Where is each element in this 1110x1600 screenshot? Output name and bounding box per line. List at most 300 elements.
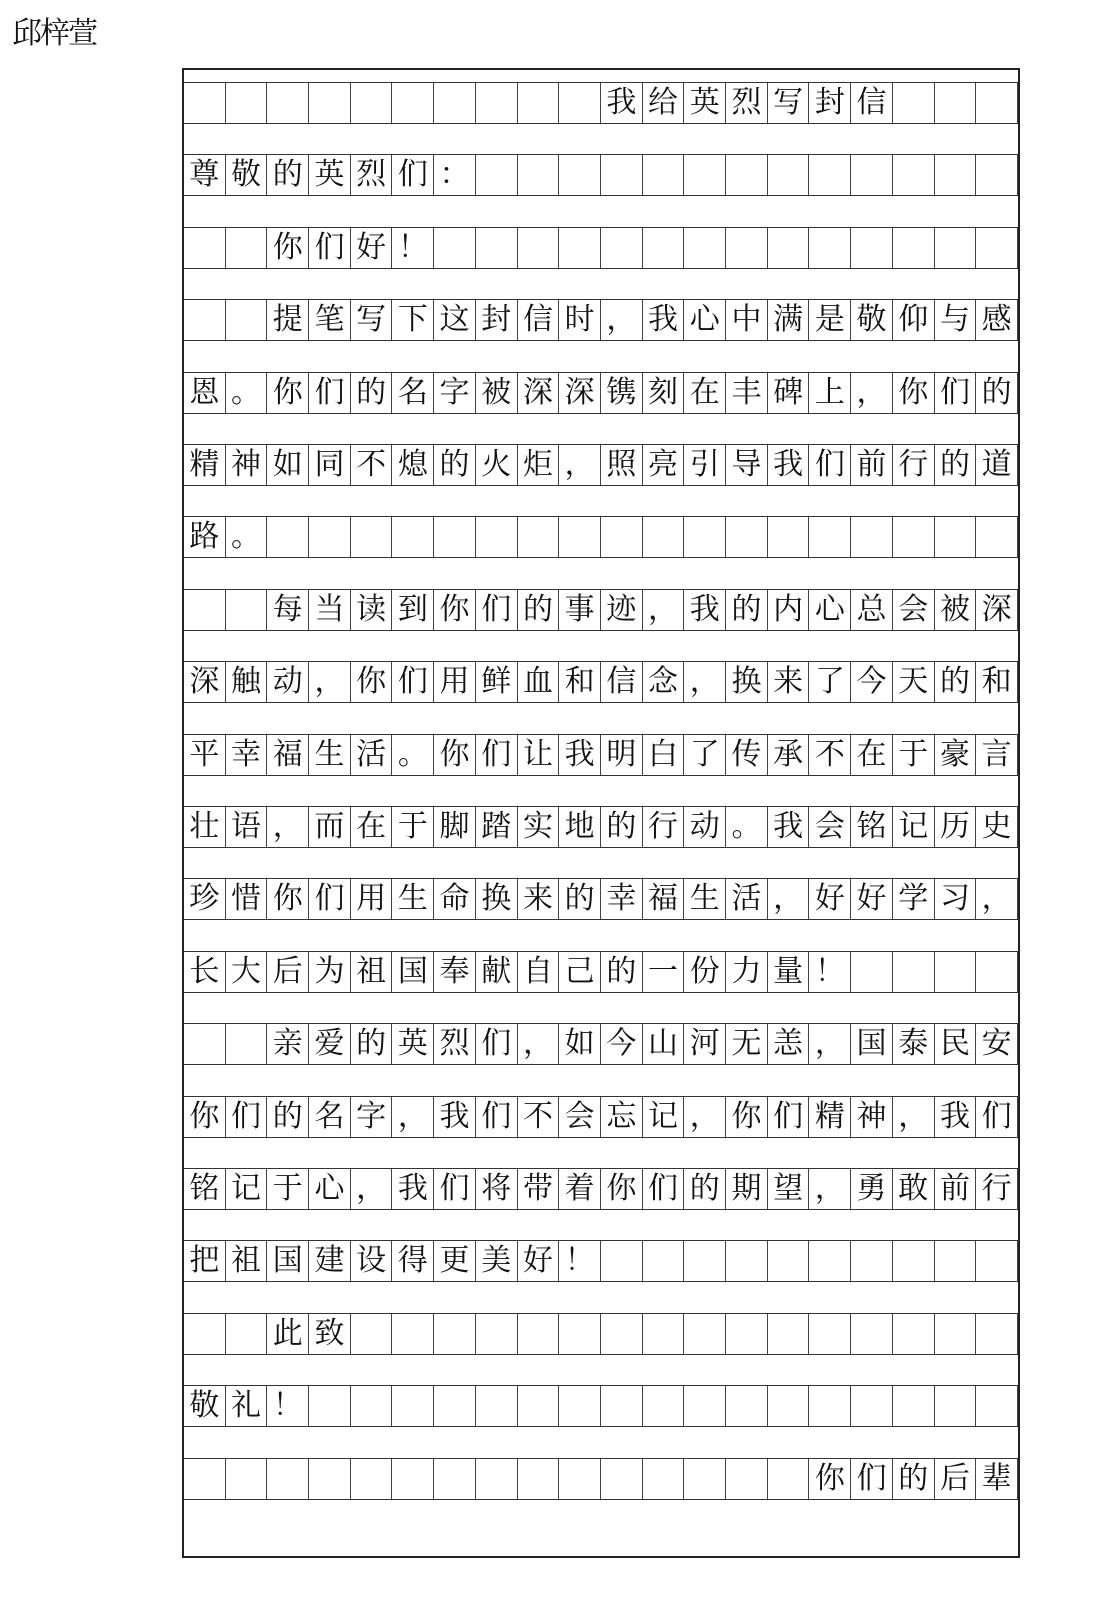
grid-cell: 用 xyxy=(351,879,393,919)
grid-cell: 的 xyxy=(267,155,309,195)
grid-cell xyxy=(726,1459,768,1499)
grid-cell xyxy=(810,517,852,557)
grid-cell xyxy=(726,1314,768,1354)
grid-cell xyxy=(184,300,226,340)
grid-cell: 无 xyxy=(726,1024,768,1064)
grid-cell: 们 xyxy=(643,1169,685,1209)
grid-cell: 会 xyxy=(559,1097,601,1137)
grid-cell: 。 xyxy=(226,517,268,557)
grid-cell: 给 xyxy=(643,83,685,123)
grid-cell: 史 xyxy=(976,807,1018,847)
grid-cell: 祖 xyxy=(226,1241,268,1281)
grid-cell: 着 xyxy=(559,1169,601,1209)
grid-cell: 们 xyxy=(476,735,518,775)
grid-cell: 。 xyxy=(726,807,768,847)
grid-cell xyxy=(434,1386,476,1426)
grid-cell: 笔 xyxy=(309,300,351,340)
grid-cell xyxy=(976,1386,1018,1426)
grid-cell: 们 xyxy=(768,1097,810,1137)
grid-cell xyxy=(851,155,893,195)
grid-cell: ！ xyxy=(267,1386,309,1426)
grid-row xyxy=(184,444,1018,486)
grid-cell: 的 xyxy=(267,1097,309,1137)
grid-cell: 血 xyxy=(518,662,560,702)
grid-cell: 用 xyxy=(434,662,476,702)
grid-cell xyxy=(434,83,476,123)
grid-cell: 。 xyxy=(393,735,435,775)
grid-cell: ， xyxy=(393,1097,435,1137)
grid-cell xyxy=(976,517,1018,557)
grid-cell: 们 xyxy=(476,1097,518,1137)
grid-cell xyxy=(309,1386,351,1426)
grid-cell: 们 xyxy=(976,1097,1018,1137)
grid-cell: 深 xyxy=(518,373,560,413)
grid-cell: 你 xyxy=(434,590,476,630)
grid-row xyxy=(184,1385,1018,1427)
author-name: 邱梓萱 xyxy=(12,16,96,51)
grid-cell: 为 xyxy=(309,952,351,992)
grid-cell: 鲜 xyxy=(476,662,518,702)
grid-cell: 英 xyxy=(309,155,351,195)
grid-cell xyxy=(893,155,935,195)
grid-cell: 恙 xyxy=(768,1024,810,1064)
grid-cell: 碑 xyxy=(768,373,810,413)
grid-cell: 字 xyxy=(434,373,476,413)
grid-cell xyxy=(851,228,893,268)
grid-cell: 们 xyxy=(226,1097,268,1137)
grid-cell: 更 xyxy=(434,1241,476,1281)
grid-cell: 建 xyxy=(309,1241,351,1281)
grid-cell: 炬 xyxy=(518,445,560,485)
grid-cell xyxy=(935,1314,977,1354)
grid-cell: 信 xyxy=(601,662,643,702)
grid-cell: 你 xyxy=(351,662,393,702)
grid-cell: 迹 xyxy=(601,590,643,630)
grid-cell: 言 xyxy=(976,735,1018,775)
grid-cell xyxy=(893,228,935,268)
grid-cell: ， xyxy=(309,662,351,702)
grid-cell: 望 xyxy=(768,1169,810,1209)
grid-cell: 来 xyxy=(518,879,560,919)
grid-cell: 的 xyxy=(559,879,601,919)
grid-cell: 们 xyxy=(935,373,977,413)
grid-cell: 我 xyxy=(643,300,685,340)
grid-cell: ， xyxy=(851,373,893,413)
grid-cell xyxy=(518,517,560,557)
grid-cell: 此 xyxy=(267,1314,309,1354)
grid-cell xyxy=(643,1386,685,1426)
grid-cell: 把 xyxy=(184,1241,226,1281)
grid-row xyxy=(184,878,1018,920)
grid-cell: 福 xyxy=(643,879,685,919)
grid-cell: 河 xyxy=(684,1024,726,1064)
grid-cell xyxy=(184,83,226,123)
grid-cell: 活 xyxy=(726,879,768,919)
grid-cell: ， xyxy=(768,879,810,919)
grid-cell: 的 xyxy=(601,952,643,992)
grid-cell: 们 xyxy=(309,373,351,413)
grid-cell xyxy=(976,155,1018,195)
grid-cell xyxy=(559,517,601,557)
grid-cell: 生 xyxy=(309,735,351,775)
grid-cell: ！ xyxy=(559,1241,601,1281)
grid-cell xyxy=(226,83,268,123)
grid-cell xyxy=(601,1386,643,1426)
grid-cell: 国 xyxy=(851,1024,893,1064)
grid-cell: 和 xyxy=(559,662,601,702)
grid-cell: ！ xyxy=(810,952,852,992)
grid-cell: 深 xyxy=(976,590,1018,630)
grid-cell: 安 xyxy=(976,1024,1018,1064)
grid-cell: 祖 xyxy=(351,952,393,992)
grid-cell: 导 xyxy=(726,445,768,485)
grid-cell: 如 xyxy=(267,445,309,485)
grid-cell xyxy=(810,1314,852,1354)
grid-cell xyxy=(393,1314,435,1354)
grid-cell: 一 xyxy=(643,952,685,992)
grid-cell: 的 xyxy=(893,1459,935,1499)
grid-cell xyxy=(309,1459,351,1499)
grid-row xyxy=(184,951,1018,993)
grid-cell: 道 xyxy=(976,445,1018,485)
grid-cell: 后 xyxy=(935,1459,977,1499)
grid-cell: 们 xyxy=(393,662,435,702)
grid-cell: 行 xyxy=(976,1169,1018,1209)
grid-cell xyxy=(768,1459,810,1499)
grid-cell: 于 xyxy=(267,1169,309,1209)
grid-cell xyxy=(643,155,685,195)
grid-cell: 幸 xyxy=(601,879,643,919)
grid-cell: 写 xyxy=(351,300,393,340)
grid-cell xyxy=(768,1314,810,1354)
grid-cell xyxy=(351,83,393,123)
grid-cell: 引 xyxy=(684,445,726,485)
grid-cell: 大 xyxy=(226,952,268,992)
grid-cell xyxy=(309,83,351,123)
grid-cell: 烈 xyxy=(434,1024,476,1064)
grid-cell: 英 xyxy=(393,1024,435,1064)
grid-cell xyxy=(476,517,518,557)
grid-cell: 触 xyxy=(226,662,268,702)
grid-cell xyxy=(476,1314,518,1354)
grid-cell: 我 xyxy=(935,1097,977,1137)
grid-cell: 传 xyxy=(726,735,768,775)
grid-cell: 脚 xyxy=(434,807,476,847)
grid-cell xyxy=(559,83,601,123)
grid-cell: 敬 xyxy=(184,1386,226,1426)
grid-cell xyxy=(851,1314,893,1354)
grid-cell: 的 xyxy=(351,1024,393,1064)
grid-cell: 福 xyxy=(267,735,309,775)
grid-cell: 烈 xyxy=(726,83,768,123)
grid-cell: 美 xyxy=(476,1241,518,1281)
grid-cell: 好 xyxy=(851,879,893,919)
grid-cell: 信 xyxy=(518,300,560,340)
grid-cell: 路 xyxy=(184,517,226,557)
grid-cell: 同 xyxy=(309,445,351,485)
grid-cell: 们 xyxy=(393,155,435,195)
grid-cell: 生 xyxy=(684,879,726,919)
grid-cell: 我 xyxy=(434,1097,476,1137)
grid-cell: 到 xyxy=(393,590,435,630)
grid-cell xyxy=(976,83,1018,123)
grid-cell: ， xyxy=(267,807,309,847)
grid-cell: 我 xyxy=(768,807,810,847)
grid-cell: 上 xyxy=(810,373,852,413)
grid-cell: 前 xyxy=(851,445,893,485)
grid-cell: 中 xyxy=(726,300,768,340)
grid-cell: 深 xyxy=(184,662,226,702)
grid-cell: 平 xyxy=(184,735,226,775)
grid-cell: 民 xyxy=(935,1024,977,1064)
grid-cell xyxy=(267,517,309,557)
grid-cell: 长 xyxy=(184,952,226,992)
grid-cell xyxy=(768,517,810,557)
grid-cell xyxy=(351,1314,393,1354)
grid-cell xyxy=(267,1459,309,1499)
grid-cell: 封 xyxy=(810,83,852,123)
grid-cell: 的 xyxy=(434,445,476,485)
grid-cell xyxy=(810,1386,852,1426)
grid-cell: 我 xyxy=(559,735,601,775)
grid-cell xyxy=(559,1386,601,1426)
grid-cell: 献 xyxy=(476,952,518,992)
grid-cell: 烈 xyxy=(351,155,393,195)
grid-cell: 忘 xyxy=(601,1097,643,1137)
grid-cell: 的 xyxy=(351,373,393,413)
grid-cell xyxy=(434,228,476,268)
grid-cell: 力 xyxy=(726,952,768,992)
grid-cell xyxy=(434,1459,476,1499)
grid-cell: 这 xyxy=(434,300,476,340)
grid-cell: 豪 xyxy=(935,735,977,775)
grid-cell: 刻 xyxy=(643,373,685,413)
grid-cell: 亲 xyxy=(267,1024,309,1064)
grid-cell: 感 xyxy=(976,300,1018,340)
grid-cell: 今 xyxy=(851,662,893,702)
grid-cell: 好 xyxy=(518,1241,560,1281)
grid-cell: 是 xyxy=(810,300,852,340)
grid-cell: 内 xyxy=(768,590,810,630)
grid-cell xyxy=(976,1241,1018,1281)
grid-cell: 你 xyxy=(434,735,476,775)
grid-cell xyxy=(768,155,810,195)
grid-cell xyxy=(935,155,977,195)
grid-cell xyxy=(643,1314,685,1354)
grid-cell: 白 xyxy=(643,735,685,775)
grid-row xyxy=(184,806,1018,848)
grid-cell: 们 xyxy=(309,228,351,268)
grid-cell: 动 xyxy=(267,662,309,702)
grid-cell xyxy=(935,1241,977,1281)
grid-cell xyxy=(601,517,643,557)
grid-cell: ！ xyxy=(393,228,435,268)
grid-cell xyxy=(810,1241,852,1281)
grid-cell: 如 xyxy=(559,1024,601,1064)
grid-cell xyxy=(226,590,268,630)
grid-cell xyxy=(393,83,435,123)
grid-cell: 被 xyxy=(476,373,518,413)
grid-cell xyxy=(935,1386,977,1426)
grid-cell: 们 xyxy=(434,1169,476,1209)
grid-cell xyxy=(476,228,518,268)
grid-cell xyxy=(601,228,643,268)
grid-cell: 己 xyxy=(559,952,601,992)
grid-cell: ， xyxy=(601,300,643,340)
grid-row xyxy=(184,1458,1018,1500)
grid-cell: 心 xyxy=(309,1169,351,1209)
grid-cell: 会 xyxy=(893,590,935,630)
grid-cell: 丰 xyxy=(726,373,768,413)
grid-cell xyxy=(476,155,518,195)
grid-cell: 你 xyxy=(184,1097,226,1137)
grid-cell: 在 xyxy=(684,373,726,413)
grid-cell: 来 xyxy=(768,662,810,702)
grid-cell: 礼 xyxy=(226,1386,268,1426)
grid-cell: 总 xyxy=(851,590,893,630)
grid-cell xyxy=(893,1241,935,1281)
grid-cell xyxy=(351,1459,393,1499)
grid-cell: 我 xyxy=(393,1169,435,1209)
grid-cell xyxy=(893,952,935,992)
grid-cell: 习 xyxy=(935,879,977,919)
grid-cell: 我 xyxy=(768,445,810,485)
grid-cell xyxy=(351,517,393,557)
grid-cell: ， xyxy=(643,590,685,630)
grid-cell: 地 xyxy=(559,807,601,847)
grid-cell: ， xyxy=(810,1169,852,1209)
grid-cell: 被 xyxy=(935,590,977,630)
grid-cell xyxy=(726,1241,768,1281)
grid-cell: 量 xyxy=(768,952,810,992)
grid-cell: 熄 xyxy=(393,445,435,485)
grid-cell xyxy=(476,1459,518,1499)
grid-cell: 们 xyxy=(476,590,518,630)
grid-cell xyxy=(893,1314,935,1354)
grid-cell: 封 xyxy=(476,300,518,340)
grid-cell xyxy=(559,1459,601,1499)
grid-cell: 名 xyxy=(393,373,435,413)
grid-cell xyxy=(768,1241,810,1281)
grid-cell xyxy=(851,1241,893,1281)
grid-cell xyxy=(226,1314,268,1354)
grid-row xyxy=(184,227,1018,269)
grid-cell: 实 xyxy=(518,807,560,847)
grid-row xyxy=(184,734,1018,776)
grid-cell xyxy=(601,1459,643,1499)
grid-cell: 明 xyxy=(601,735,643,775)
grid-cell xyxy=(434,1314,476,1354)
grid-cell: 们 xyxy=(309,879,351,919)
grid-cell: ， xyxy=(684,662,726,702)
grid-cell: 的 xyxy=(726,590,768,630)
grid-cell: 得 xyxy=(393,1241,435,1281)
grid-cell: 们 xyxy=(476,1024,518,1064)
grid-cell: 每 xyxy=(267,590,309,630)
grid-cell xyxy=(851,1386,893,1426)
grid-cell xyxy=(518,1459,560,1499)
grid-cell: 换 xyxy=(476,879,518,919)
grid-cell xyxy=(559,1314,601,1354)
composition-grid-paper xyxy=(182,68,1020,1558)
grid-row xyxy=(184,299,1018,341)
grid-cell xyxy=(684,228,726,268)
grid-cell xyxy=(643,1459,685,1499)
grid-cell: 记 xyxy=(226,1169,268,1209)
grid-cell xyxy=(518,155,560,195)
grid-cell: 神 xyxy=(851,1097,893,1137)
grid-cell xyxy=(518,1314,560,1354)
grid-cell xyxy=(810,155,852,195)
grid-cell: 和 xyxy=(976,662,1018,702)
grid-cell: 你 xyxy=(726,1097,768,1137)
grid-cell: 的 xyxy=(601,807,643,847)
grid-cell xyxy=(518,1386,560,1426)
grid-cell xyxy=(643,1241,685,1281)
grid-cell: 读 xyxy=(351,590,393,630)
grid-cell: 换 xyxy=(726,662,768,702)
grid-cell: 了 xyxy=(810,662,852,702)
grid-cell: 记 xyxy=(643,1097,685,1137)
grid-cell: 敬 xyxy=(226,155,268,195)
grid-cell: 好 xyxy=(351,228,393,268)
grid-cell: 的 xyxy=(684,1169,726,1209)
grid-cell xyxy=(184,1314,226,1354)
grid-cell: 铭 xyxy=(184,1169,226,1209)
grid-cell xyxy=(226,228,268,268)
grid-cell: 国 xyxy=(393,952,435,992)
grid-cell: 命 xyxy=(434,879,476,919)
grid-cell: 于 xyxy=(393,807,435,847)
grid-cell: 你 xyxy=(267,228,309,268)
grid-cell xyxy=(559,155,601,195)
grid-cell: 将 xyxy=(476,1169,518,1209)
grid-cell: 不 xyxy=(518,1097,560,1137)
grid-cell xyxy=(351,1386,393,1426)
grid-row xyxy=(184,661,1018,703)
grid-cell: 精 xyxy=(810,1097,852,1137)
grid-row xyxy=(184,1096,1018,1138)
grid-cell: 在 xyxy=(851,735,893,775)
grid-cell xyxy=(226,300,268,340)
grid-cell xyxy=(476,83,518,123)
grid-cell: 让 xyxy=(518,735,560,775)
grid-cell: 山 xyxy=(643,1024,685,1064)
grid-row xyxy=(184,372,1018,414)
grid-cell xyxy=(309,517,351,557)
grid-cell xyxy=(810,228,852,268)
grid-cell: 致 xyxy=(309,1314,351,1354)
grid-cell: 今 xyxy=(601,1024,643,1064)
grid-cell xyxy=(976,1314,1018,1354)
grid-cell: ， xyxy=(976,879,1018,919)
grid-cell: 心 xyxy=(810,590,852,630)
grid-cell: 敬 xyxy=(851,300,893,340)
grid-cell: ， xyxy=(810,1024,852,1064)
grid-cell xyxy=(851,517,893,557)
grid-cell xyxy=(684,1459,726,1499)
grid-cell: 下 xyxy=(393,300,435,340)
grid-cell xyxy=(976,228,1018,268)
grid-cell: 动 xyxy=(684,807,726,847)
grid-cell: 尊 xyxy=(184,155,226,195)
grid-cell xyxy=(226,1459,268,1499)
grid-cell: 精 xyxy=(184,445,226,485)
grid-cell xyxy=(267,83,309,123)
grid-cell xyxy=(726,517,768,557)
grid-cell xyxy=(184,1459,226,1499)
grid-cell xyxy=(601,1241,643,1281)
